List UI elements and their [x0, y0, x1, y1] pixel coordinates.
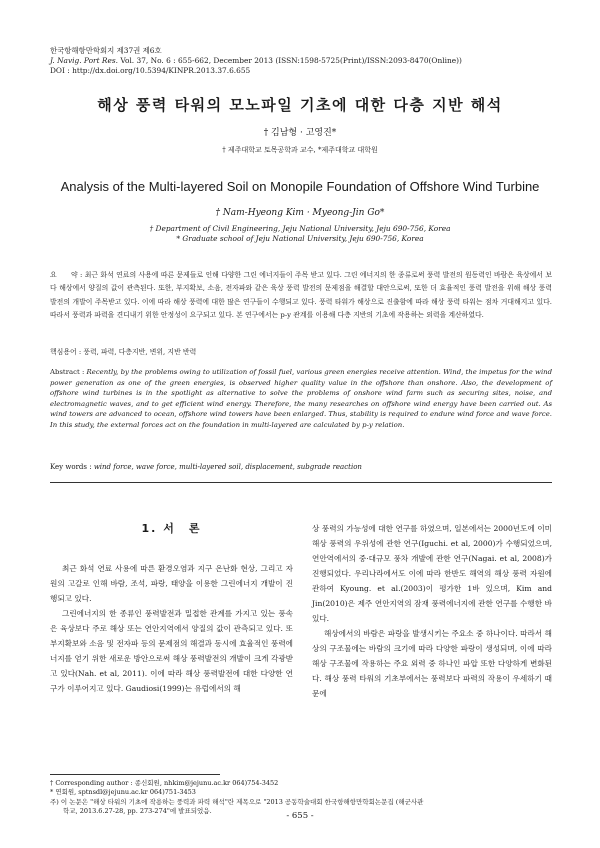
journal-header — [50, 46, 462, 76]
footnote-note-cont: 학교, 2013.6.27-28, pp. 273-274"에 발표되었음. — [50, 807, 212, 816]
paragraph: 해상에서의 바람은 파랑을 발생시키는 주요소 중 하나이다. 따라서 해상의 구조물에는 바람의 크기에 따라 다양한 파랑이 생성되며, 이에 따라 해상 구조물에 작용하는 주요 외력 중 하나인 파압 또한 다양하게 변화된다. 해상 풍력 타워의 기초부에서는 풍력보다 파력의 작용이 우세하기 때문에 — [312, 629, 552, 698]
body-column-right — [312, 521, 552, 701]
keywords-label: Key words : — [50, 463, 94, 471]
paragraph: 상 풍력의 가능성에 대한 연구를 하였으며, 일본에서는 2000년도에 이미 해상 풍력의 우위성에 관한 연구(Iguchi. et al, 2000)가 수행되었으며, 연안역에서의 중·대규모 풍차 개발에 관한 연구(Nagai. et al, 2008)가 진행되었다. 우리나라에서도 이에 따라 한반도 해역의 해상 풍력 자원에 관하여 Kyoung. et al.(2003)이 평가한 1바 있으며, Kim and Jin(2010)은 제주 연안지역의 잠재 풍력에너지에 관한 연구를 수행한 바 있다. — [312, 524, 552, 623]
affiliation-korean: † 제주대학교 토목공학과 교수, *제주대학교 대학원 — [222, 146, 378, 154]
abstract-korean: 요 약 : 최근 화석 연료의 사용에 따른 문제들로 인해 다양한 그린 에너지들이 주목 받고 있다. 그린 에너지의 한 종류로써 풍력 발전의 원동력인 바람은 육상에서 보다 해상에서 양질의 값이 관측된다. 또한, 부지확보, 소음, 전자파와 같은 육상 풍력 발전의 문제점을 해결할 대안으로써, 또한 더 효율적인 풍력 발전을 위해 해상 풍력 발전의 개발이 주목받고 있다. 이에 따라 해상 풍력에 대한 많은 연구들이 수행되고 있다. 풍력 타워가 해상으로 진출함에 따라 해상 풍력 타워는 점차 거대해지고 있다. 따라서 풍력과 파력을 견디내기 위한 안정성이 요구되고 있다. 본 연구에서는 p-y 관계를 이용해 다층 지반의 기초에 작용하는 외력을 계산하였다. — [50, 271, 552, 319]
affiliation-english-2: * Graduate school of Jeju National University, Jeju 690-756, Korea — [176, 234, 424, 243]
paragraph: 최근 화석 연료 사용에 따른 환경오염과 지구 온난화 현상, 그리고 자원의 고갈로 인해 바람, 조석, 파랑, 태양을 이용한 그린에너지 개발이 진행되고 있다. — [50, 564, 293, 603]
abstract-label: Abstract : — [50, 368, 87, 376]
doi-line: DOI : http://dx.doi.org/10.5394/KINPR.2013.37.6.655 — [50, 66, 251, 75]
page-number: - 655 - — [286, 811, 314, 821]
authors-korean: † 김남형 · 고영진* — [263, 128, 337, 138]
footnote-divider — [50, 774, 220, 775]
abstract-english-text: Recently, by the problems owing to utilization of fossil fuel, various green energies receive attention. Wind, the impetus for the wind power generation as one of the green energies, is observed higher quality value in the offshore than onshore. Also, the development of offshore wind turbines is in the spotlight as alternative to solve the problems of onshore wind farm such as securing sites, noise, and electromagnetic waves, and to get efficient wind energy. Therefore, the many researches on offshore wind energy have been carried out. As wind towers are advanced to ocean, offshore wind towers have been enlarged. Thus, stability is required to endure wind force and wave force. In this study, the external forces act on the foundation in multi-layered are calculated by p-y relation. — [50, 368, 552, 429]
title-english: Analysis of the Multi-layered Soil on Monopile Foundation of Offshore Wind Turbine — [60, 179, 540, 194]
footnote-note: 주) 이 논문은 "해상 타워의 기초에 작용하는 풍력과 파력 해석"란 제목으로 "2013 공동학술대회 한국항해항만학회논문집 (해군사관 — [50, 797, 424, 806]
affiliation-english — [0, 224, 600, 244]
journal-citation: J. Navig. Port Res. Vol. 37, No. 6 : 655-662, December 2013 (ISSN:1598-5725(Print)/ISSN:2093-8470(Online)) — [50, 56, 462, 65]
footnote-member: * 연회원, sptnsdl@jejunu.ac.kr 064)751-3453 — [50, 788, 196, 797]
section-heading-introduction: 1. 서 론 — [141, 522, 202, 535]
keywords-english-text: wind force, wave force, multi-layered soil, displacement, subgrade reaction — [93, 463, 362, 471]
footnote-corresponding: † Corresponding author : 종신회원, nhkim@jejunu.ac.kr 064)754-3452 — [50, 779, 279, 787]
body-column-left — [50, 561, 293, 696]
keywords-korean: 핵심용어 : 풍력, 파력, 다층지반, 변위, 지반 반력 — [50, 348, 197, 356]
abstract-english — [50, 367, 552, 431]
authors-english: † Nam-Hyeong Kim · Myeong-Jin Go* — [215, 208, 385, 218]
paragraph: 그린에너지의 한 종류인 풍력발전과 밀접한 관계를 가지고 있는 풍속은 육상보다 주로 해상 또는 연안지역에서 양질의 값이 관측되고 있다. 또 부지확보와 소음 및 전자파 등의 문제점의 해결과 동시에 효율적인 풍력에너지를 얻기 위한 새로운 방안으로써 해상 풍력발전의 개발이 크게 각광받고 있다(Nah. et al, 2011). 이에 따라 해상 풍력발전에 대한 다양한 연구가 이루어지고 있다. Gaudiosi(1999)는 유럽에서의 해 — [50, 609, 293, 693]
title-korean: 해상 풍력 타워의 모노파일 기초에 대한 다층 지반 해석 — [97, 96, 503, 114]
affiliation-english-1: † Department of Civil Engineering, Jeju National University, Jeju 690-756, Korea — [149, 224, 451, 233]
abstract-divider — [50, 482, 552, 483]
keywords-english — [50, 463, 362, 471]
journal-name-ko: 한국항해항만학회지 제37권 제6호 — [50, 46, 162, 55]
